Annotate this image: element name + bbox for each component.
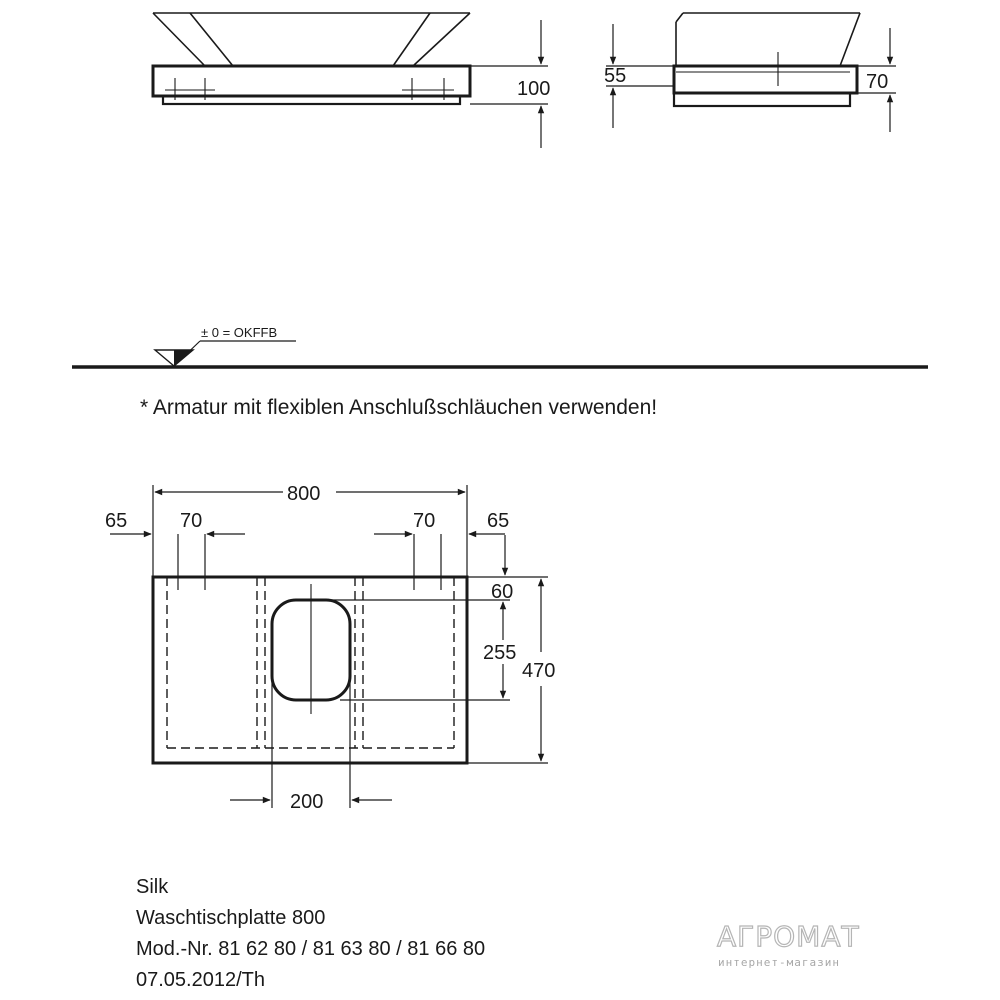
floor-reference bbox=[72, 341, 928, 367]
series-name: Silk bbox=[136, 876, 169, 898]
side-basin-outline bbox=[676, 13, 860, 66]
title-block bbox=[136, 876, 485, 991]
side-depth-label: 55 bbox=[604, 65, 627, 87]
front-view bbox=[153, 13, 551, 148]
drawing-date: 07.05.2012/Th bbox=[136, 969, 265, 991]
front-height-label: 100 bbox=[517, 78, 551, 100]
side-slab bbox=[674, 66, 857, 93]
installation-note: * Armatur mit flexiblen Anschlußschläuchen verwenden! bbox=[140, 396, 658, 419]
edge-left-label: 65 bbox=[105, 510, 128, 532]
width-label: 800 bbox=[287, 483, 321, 505]
depth-label: 470 bbox=[522, 660, 556, 682]
hole-left-label: 70 bbox=[180, 510, 203, 532]
watermark-brand: АГРОМАТ bbox=[717, 920, 860, 953]
front-basin-outline bbox=[153, 13, 470, 66]
side-height-label: 70 bbox=[866, 71, 889, 93]
basin-top-label: 60 bbox=[491, 581, 514, 603]
model-numbers: Mod.-Nr. 81 62 80 / 81 63 80 / 81 66 80 bbox=[136, 938, 486, 960]
basin-width-label: 200 bbox=[290, 791, 324, 813]
watermark-tagline: интернет-магазин bbox=[718, 956, 840, 969]
side-view bbox=[606, 13, 896, 132]
tap-hole-marks bbox=[178, 534, 441, 590]
front-slab bbox=[153, 66, 470, 96]
hole-right-label: 70 bbox=[413, 510, 436, 532]
countertop-outline bbox=[153, 577, 467, 763]
basin-depth-label: 255 bbox=[483, 642, 517, 664]
edge-right-label: 65 bbox=[487, 510, 510, 532]
side-fixing-mark bbox=[676, 52, 850, 86]
watermark bbox=[717, 920, 860, 969]
floor-reference-label: ± 0 = OKFFB bbox=[201, 325, 278, 340]
product-name: Waschtischplatte 800 bbox=[136, 907, 326, 929]
side-base bbox=[674, 93, 850, 106]
